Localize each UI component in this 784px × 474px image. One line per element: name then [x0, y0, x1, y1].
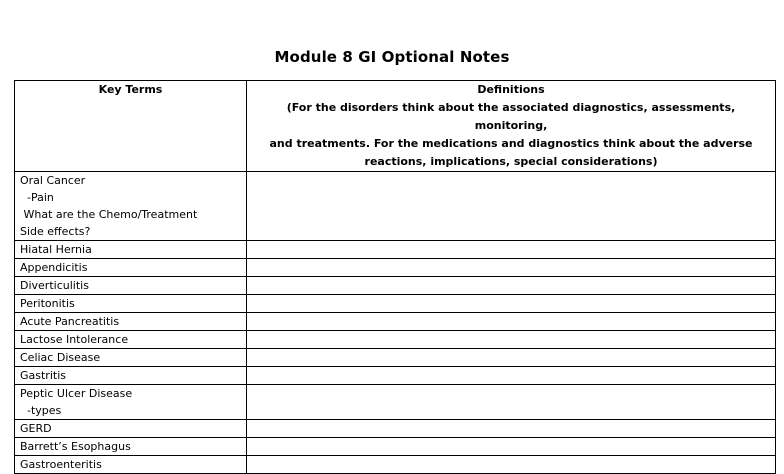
table-header-row — [15, 81, 776, 172]
key-term-cell: Acute Pancreatitis — [15, 313, 247, 331]
key-term-line: Side effects? — [20, 225, 91, 238]
key-terms-header: Key Terms — [15, 81, 247, 172]
key-term-cell: Gastritis — [15, 367, 247, 385]
table-row — [15, 385, 776, 420]
definition-cell[interactable] — [247, 420, 776, 438]
definition-cell[interactable] — [247, 295, 776, 313]
key-term-cell — [15, 172, 247, 241]
definition-cell[interactable] — [247, 241, 776, 259]
key-term-line: -Pain — [20, 191, 54, 204]
definitions-header — [247, 81, 776, 172]
definition-cell[interactable] — [247, 367, 776, 385]
table-row — [15, 295, 776, 313]
key-term-cell — [15, 385, 247, 420]
definitions-title: Definitions — [477, 83, 545, 96]
table-row — [15, 331, 776, 349]
table-row — [15, 241, 776, 259]
definition-cell[interactable] — [247, 313, 776, 331]
definitions-note-line-2: and treatments. For the medications and diagnostics think about the adverse — [269, 137, 753, 150]
definition-cell[interactable] — [247, 259, 776, 277]
table-row — [15, 313, 776, 331]
definition-cell[interactable] — [247, 349, 776, 367]
definition-cell[interactable] — [247, 331, 776, 349]
table-row — [15, 367, 776, 385]
table-row — [15, 420, 776, 438]
key-term-line: -types — [20, 404, 62, 417]
table-row — [15, 456, 776, 474]
definition-cell[interactable] — [247, 277, 776, 295]
key-term-cell: Barrett’s Esophagus — [15, 438, 247, 456]
page-title: Module 8 GI Optional Notes — [274, 48, 510, 66]
key-term-line: Peptic Ulcer Disease — [20, 387, 133, 400]
table-row — [15, 259, 776, 277]
definitions-note-line-3: reactions, implications, special considerations) — [364, 155, 658, 168]
definition-cell[interactable] — [247, 438, 776, 456]
definition-cell[interactable] — [247, 385, 776, 420]
key-term-cell: Peritonitis — [15, 295, 247, 313]
notes-table — [14, 80, 776, 474]
key-term-cell: Gastroenteritis — [15, 456, 247, 474]
key-term-line: Oral Cancer — [20, 174, 86, 187]
table-row — [15, 172, 776, 241]
table-row — [15, 438, 776, 456]
key-term-cell: Lactose Intolerance — [15, 331, 247, 349]
key-term-cell: Celiac Disease — [15, 349, 247, 367]
definition-cell[interactable] — [247, 456, 776, 474]
table-row — [15, 277, 776, 295]
key-term-line: What are the Chemo/Treatment — [20, 208, 198, 221]
key-term-cell: GERD — [15, 420, 247, 438]
key-term-cell: Appendicitis — [15, 259, 247, 277]
key-term-cell: Diverticulitis — [15, 277, 247, 295]
definition-cell[interactable] — [247, 172, 776, 241]
definitions-note-line-1: (For the disorders think about the associated diagnostics, assessments, monitoring, — [286, 101, 736, 132]
table-row — [15, 349, 776, 367]
key-term-cell: Hiatal Hernia — [15, 241, 247, 259]
